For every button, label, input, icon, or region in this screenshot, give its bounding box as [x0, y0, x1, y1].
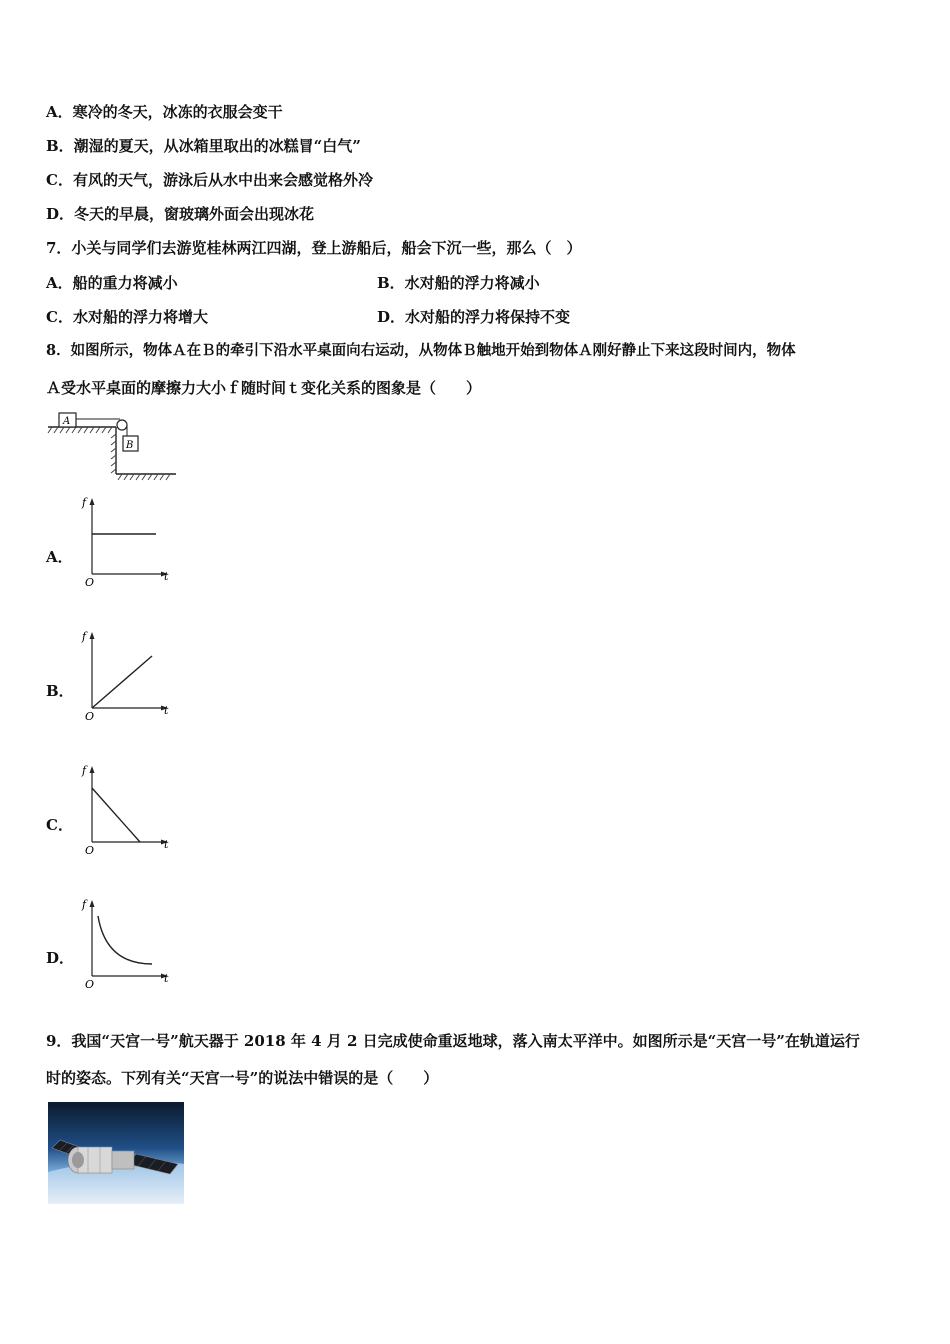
q8-option-b-label: B．	[46, 682, 74, 700]
decreasing-friction-line	[92, 788, 140, 842]
q8-graph-b	[76, 626, 176, 722]
q6-option-c: C．有风的天气，游泳后从水中出来会感觉格外冷	[46, 171, 373, 189]
x-axis-label: t	[164, 704, 169, 717]
x-axis-label: t	[164, 570, 169, 583]
q8-apparatus-figure	[46, 408, 181, 486]
q7-option-d: D．水对船的浮力将保持不变	[377, 308, 571, 326]
increasing-friction-line	[92, 656, 152, 708]
origin-label: O	[85, 710, 95, 722]
q8-graph-d	[76, 894, 176, 990]
q9-stem-line2: 时的姿态。下列有关“天宫一号”的说法中错误的是（ ）	[46, 1069, 439, 1087]
tiangong-photo	[48, 1102, 184, 1204]
block-a-label: A	[63, 416, 71, 427]
y-axis-label: f	[82, 630, 87, 643]
x-axis-label: t	[164, 838, 169, 851]
q8-option-c-label: C．	[46, 816, 73, 834]
q8-option-a-label: A．	[46, 548, 73, 566]
q8-graph-c	[76, 760, 176, 856]
origin-label: O	[85, 576, 95, 588]
block-b-label: B	[126, 440, 134, 451]
y-axis-label: f	[82, 764, 87, 777]
q7-option-a: A．船的重力将减小	[46, 274, 178, 292]
origin-label: O	[85, 978, 95, 990]
q7-option-c: C．水对船的浮力将增大	[46, 308, 208, 326]
x-axis-label: t	[164, 972, 169, 985]
q6-option-d: D．冬天的早晨，窗玻璃外面会出现冰花	[46, 205, 315, 223]
y-axis-label: f	[82, 496, 87, 509]
q6-option-b: B．潮湿的夏天，从冰箱里取出的冰糕冒“白气”	[46, 137, 361, 155]
q8-graph-a	[76, 492, 176, 588]
q7-option-b: B．水对船的浮力将减小	[377, 274, 540, 292]
q8-stem-line1: 8．如图所示，物体Ａ在Ｂ的牵引下沿水平桌面向右运动，从物体Ｂ触地开始到物体Ａ刚好静止下来这段时间内，物体	[46, 342, 796, 359]
y-axis-label: f	[82, 898, 87, 911]
pulley	[117, 420, 127, 430]
q8-stem-line2: Ａ受水平桌面的摩擦力大小ｆ随时间ｔ变化关系的图象是（ ）	[46, 379, 482, 397]
q8-option-d-label: D．	[46, 949, 75, 967]
q7-stem: 7．小关与同学们去游览桂林两江四湖，登上游船后，船会下沉一些，那么（ ）	[46, 239, 582, 257]
q9-stem-line1: 9．我国“天宫一号”航天器于 2018 年 4 月 2 日完成使命重返地球，落入南太平洋中。如图所示是“天宫一号”在轨道运行	[46, 1032, 860, 1050]
q6-option-a: A．寒冷的冬天，冰冻的衣服会变干	[46, 103, 283, 121]
spacecraft-body	[68, 1147, 134, 1173]
curved-friction-line	[98, 916, 152, 964]
origin-label: O	[85, 844, 95, 856]
